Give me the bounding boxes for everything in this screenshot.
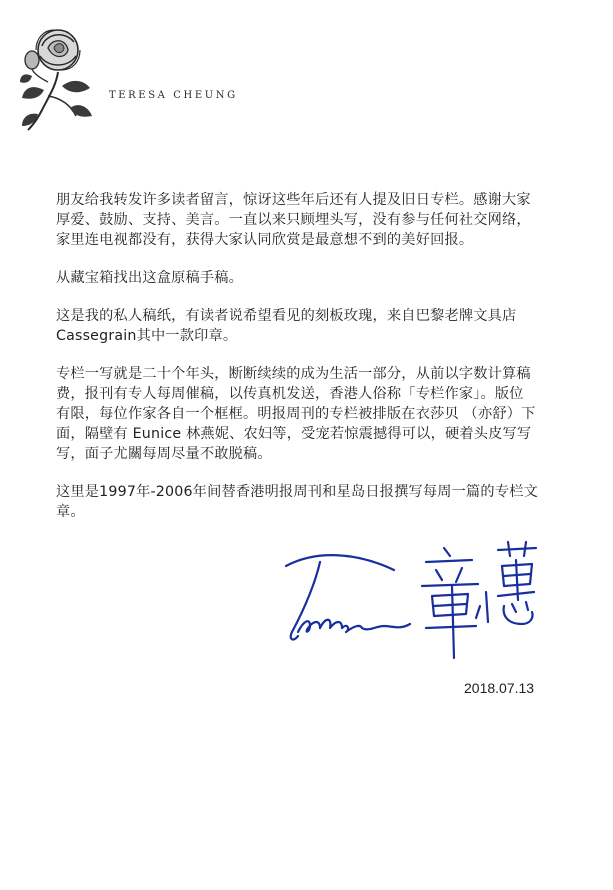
paragraph-stationery: 这是我的私人稿纸，有读者说希望看见的刻板玫瑰，来自巴黎老牌文具店 Cassegrain其中一款印章。 (56, 308, 517, 344)
rose-icon (18, 24, 96, 134)
handwritten-signature (276, 540, 538, 662)
paragraph-manuscripts: 从藏宝箱找出这盒原稿手稿。 (56, 270, 244, 286)
letter-date: 2018.07.13 (464, 680, 535, 696)
paragraph-column-years: 这里是1997年-2006年间替香港明报周刊和星岛日报撰写每周一篇的专栏文 章。 (56, 484, 538, 520)
letter-body (56, 190, 556, 540)
letterhead (0, 0, 613, 140)
paragraph-column-history: 专栏一写就是二十个年头，断断续续的成为生活一部分，从前以字数计算稿 费，报刊有专人每周催稿，以传真机发送，香港人俗称「专栏作家」。版位 有限，每位作家各自一个框框。明报周刊的专栏被排版在衣莎贝 （亦舒）下 面，隔壁有 Eunice 林燕妮、农妇等，受宠若惊震撼得可以，硬着头皮写写 写，面子尤關每周尽量不敢脱稿。 (56, 366, 536, 462)
paragraph-readers-thanks: 朋友给我转发许多读者留言，惊讶这些年后还有人提及旧日专栏。感谢大家 厚爱、鼓励、支持、美言。一直以来只顾埋头写，没有参与任何社交网络， 家里连电视都没有，获得大家认同欣赏是最意想不到的美好回报。 (56, 192, 531, 248)
letterhead-name: TERESA CHEUNG (109, 90, 238, 101)
